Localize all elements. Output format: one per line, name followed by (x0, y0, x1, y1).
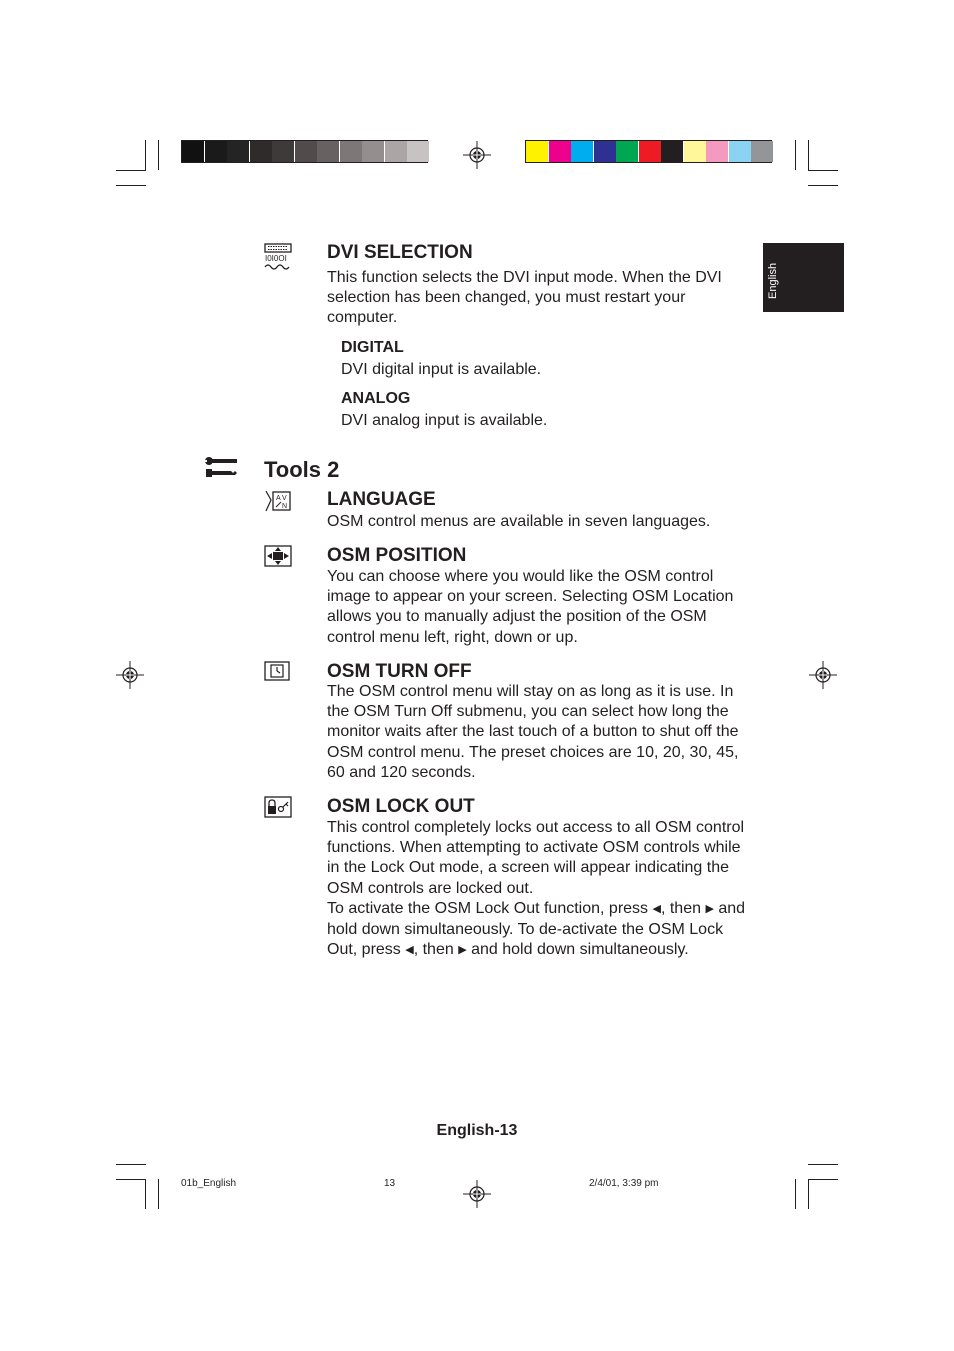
osm-lock-out-icon (264, 796, 292, 818)
osm-lock-out-p2-d: , then (413, 941, 459, 959)
color-swatch (295, 141, 317, 162)
osm-turn-off-text: The OSM control menu will stay on as long as it is use. In the OSM Turn Off submenu, you can select how long the monitor waits after the last touch of a button to shut off the OSM control menu. The preset choices are 10, 20, 30, 45, 60 and 120 seconds. (327, 683, 739, 781)
digital-title: DIGITAL (341, 339, 404, 356)
color-swatch (205, 141, 227, 162)
color-swatch (549, 141, 571, 162)
slug-page: 13 (384, 1178, 396, 1189)
analog-title: ANALOG (341, 390, 411, 407)
svg-text:I0I0OI: I0I0OI (265, 254, 287, 263)
svg-text:A: A (276, 495, 281, 502)
color-swatch (571, 141, 593, 162)
osm-position-text: You can choose where you would like the OSM control image to appear on your screen. Selecting OSM Location allows you to manually adjust the position of the OSM control menu left, right, down or up. (327, 568, 734, 646)
color-swatch (182, 141, 204, 162)
osm-lock-out-p2-a: To activate the OSM Lock Out function, press (327, 899, 653, 917)
color-swatch (362, 141, 384, 162)
color-swatch (407, 141, 429, 162)
dvi-selection-title: DVI SELECTION (327, 242, 473, 263)
color-swatch (340, 141, 362, 162)
tools2-title: Tools 2 (264, 457, 340, 482)
page-number-label: English-13 (436, 1122, 518, 1139)
osm-turn-off-title: OSM TURN OFF (327, 661, 472, 682)
color-swatch (751, 141, 773, 162)
osm-position-title: OSM POSITION (327, 545, 467, 566)
osm-lock-out-title: OSM LOCK OUT (327, 796, 475, 817)
color-swatch (227, 141, 249, 162)
registration-target-icon (463, 141, 491, 169)
color-swatch (317, 141, 339, 162)
color-swatch (250, 141, 272, 162)
dvi-selection-text: This function selects the DVI input mode. When the DVI selection has been changed, you must restart your computer. (327, 269, 722, 327)
language-icon (264, 489, 292, 513)
language-text: OSM control menus are available in seven languages. (327, 513, 711, 530)
osm-turn-off-icon (264, 661, 290, 681)
color-swatch (272, 141, 294, 162)
analog-text: DVI analog input is available. (341, 412, 548, 429)
color-swatch (684, 141, 706, 162)
color-swatch (616, 141, 638, 162)
left-arrow-icon: ◀ (405, 944, 414, 957)
color-swatch (729, 141, 751, 162)
osm-lock-out-paragraph-1: This control completely locks out access to all OSM control functions. When attempting to activate OSM controls while in the Lock Out mode, a screen will appear indicating the OSM controls are locked out. (327, 819, 745, 897)
osm-lock-out-text (327, 818, 747, 961)
digital-text: DVI digital input is available. (341, 361, 542, 378)
color-swatch (639, 141, 661, 162)
osm-lock-out-p2-e: and hold down simultaneously. (466, 941, 689, 959)
color-swatch (706, 141, 728, 162)
osm-position-icon (264, 545, 292, 567)
registration-target-icon (463, 1180, 491, 1208)
osm-lock-out-p2-b: , then (660, 899, 706, 917)
tools-icon (203, 456, 239, 482)
right-arrow-icon: ▶ (458, 944, 467, 957)
registration-target-icon (116, 661, 144, 689)
registration-target-icon (809, 661, 837, 689)
color-swatch (526, 141, 548, 162)
side-tab-label: English (767, 262, 779, 299)
color-swatch (594, 141, 616, 162)
language-title: LANGUAGE (327, 489, 436, 510)
language-side-tab (763, 243, 844, 312)
svg-text:V: V (282, 495, 287, 502)
right-arrow-icon: ▶ (705, 902, 714, 915)
svg-text:N: N (282, 503, 288, 510)
dvi-icon (264, 243, 292, 271)
osm-lock-out-p2-c: and hold down simultaneously. To de-activate the OSM Lock Out, press (327, 899, 746, 959)
color-swatch (661, 141, 683, 162)
slug-date: 2/4/01, 3:39 pm (589, 1178, 659, 1189)
color-swatch (430, 141, 452, 162)
left-arrow-icon: ◀ (652, 902, 661, 915)
color-swatch (385, 141, 407, 162)
slug-file: 01b_English (181, 1178, 237, 1189)
